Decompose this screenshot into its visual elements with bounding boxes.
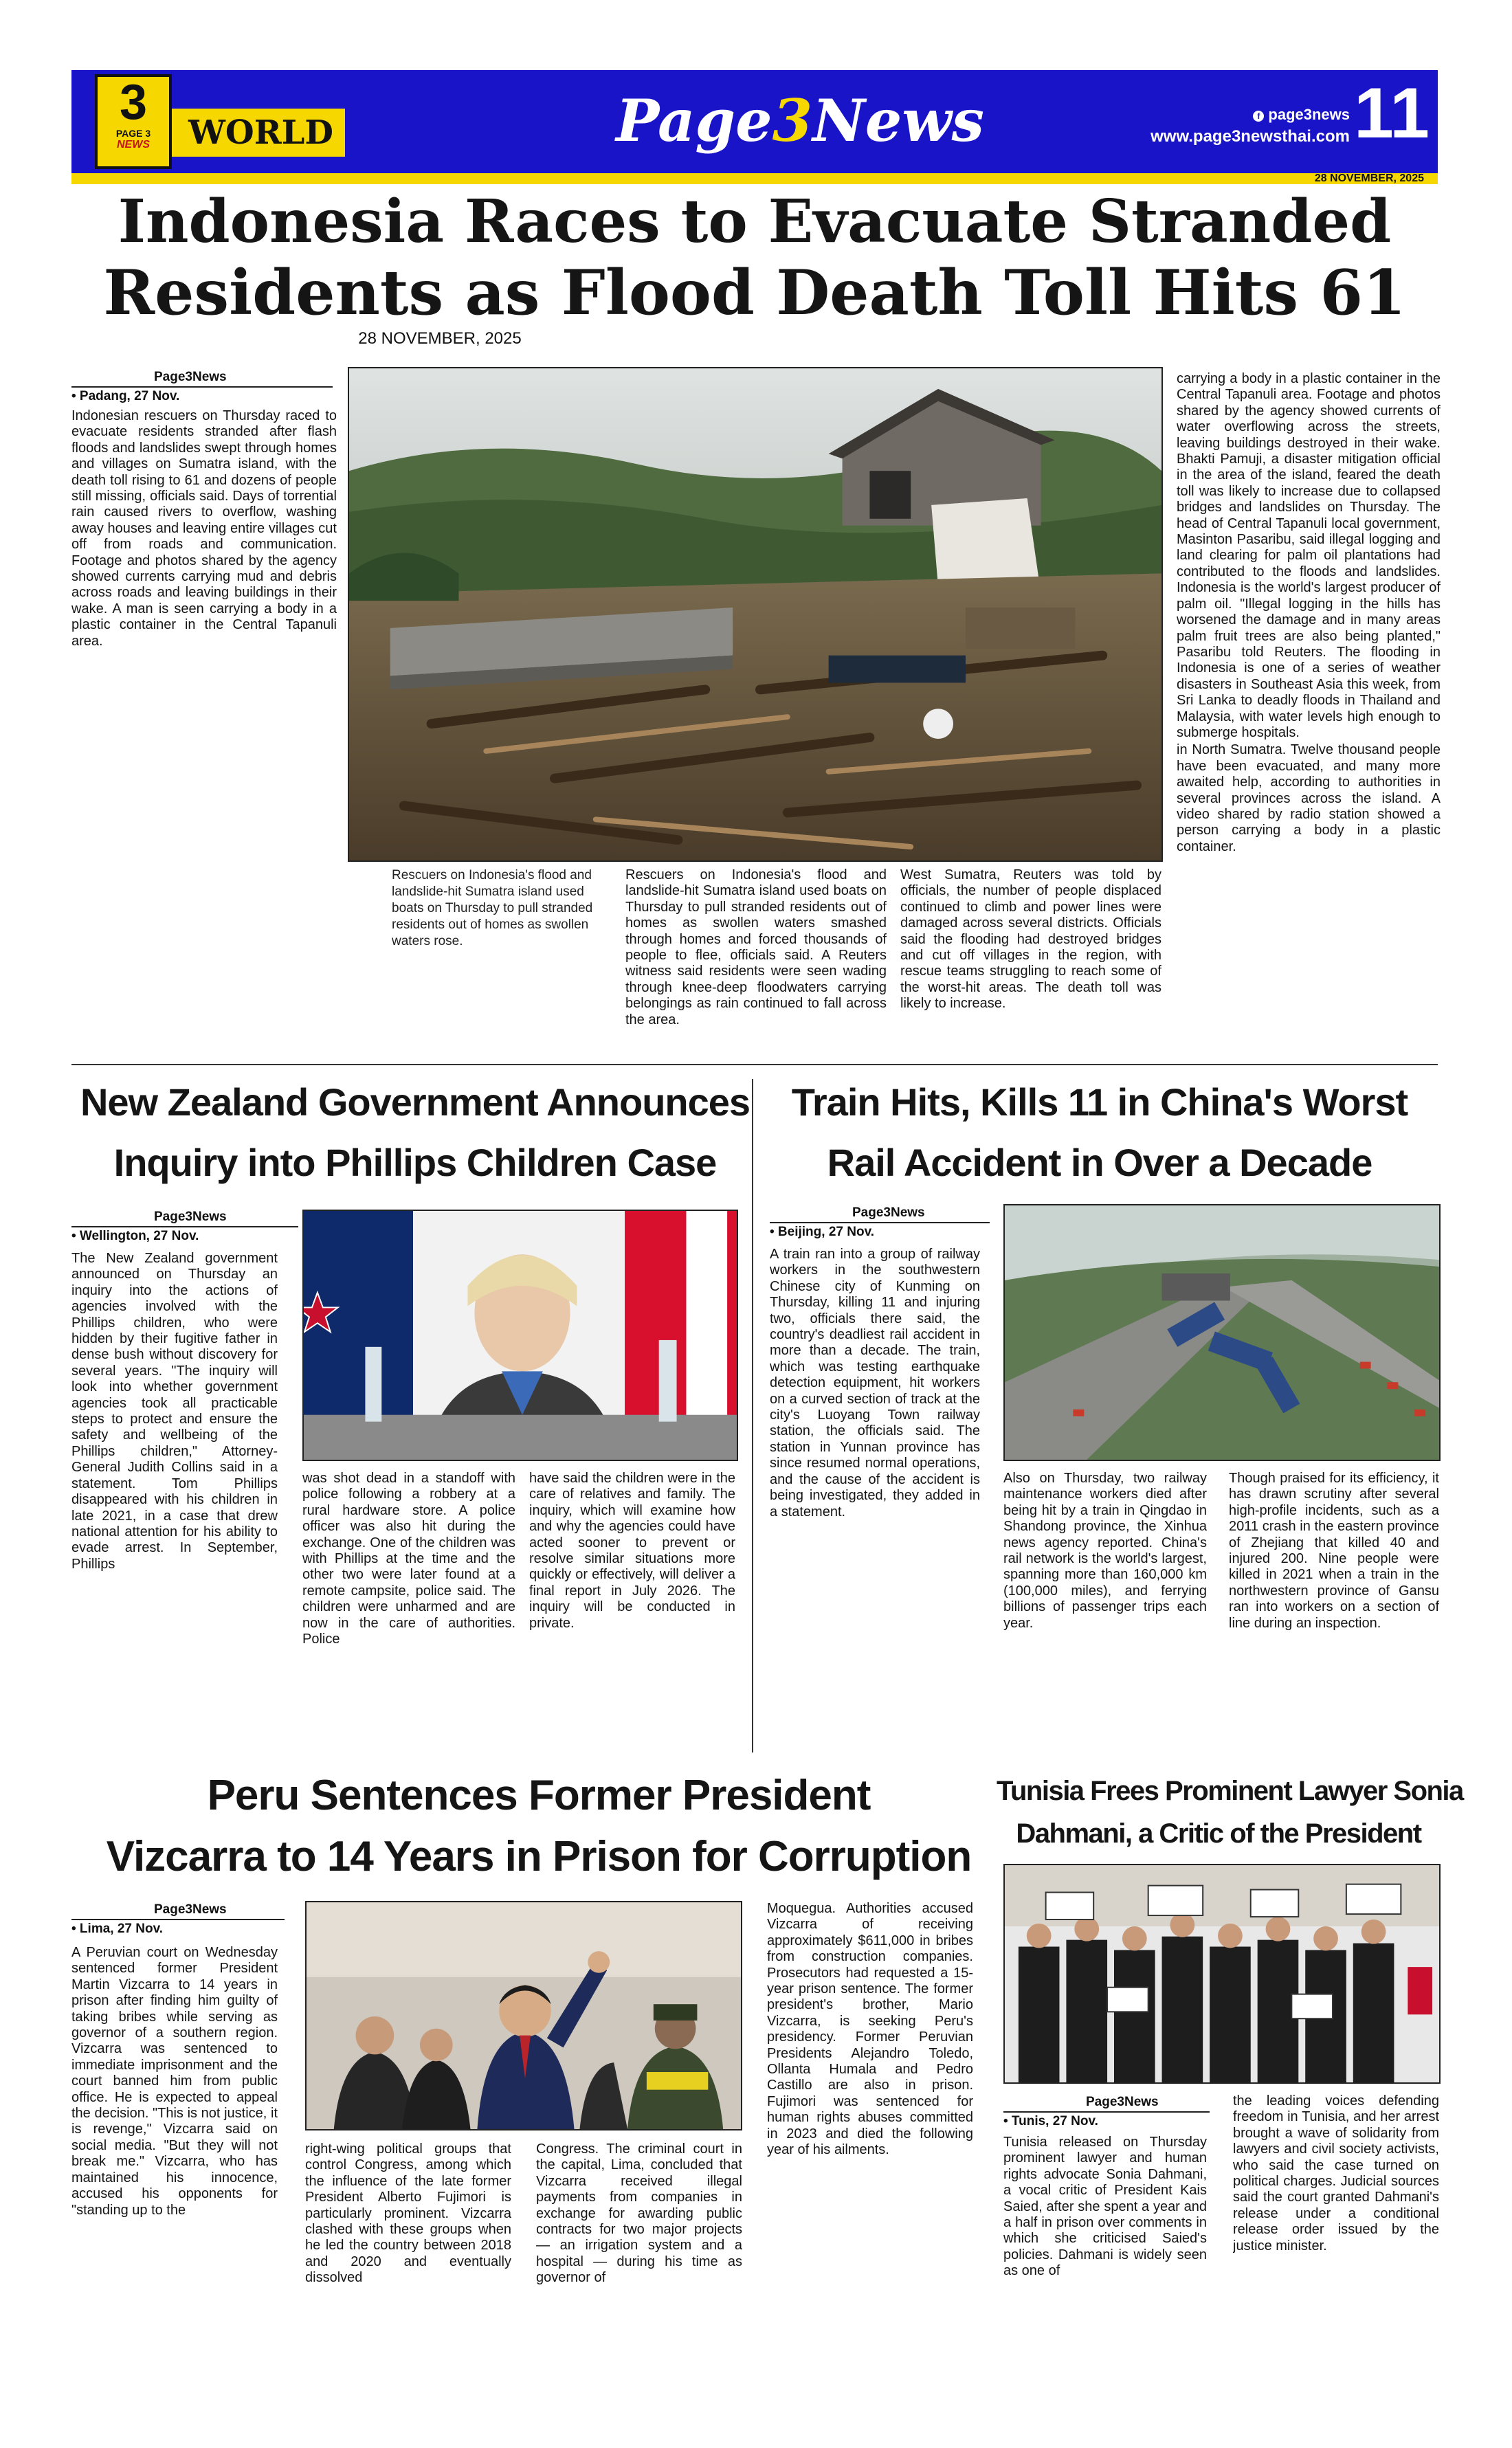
nz-byline: Page3News • Wellington, 27 Nov. [71, 1208, 298, 1245]
press-conference-image [304, 1211, 737, 1460]
indonesia-column-3: West Sumatra, Reuters was told by officials, the number of people displaced continued to climb and power lines were damaged across several districts. Officials said the flooding had destroyed bridges and cut off villages in the region, with rescue teams struggling to reach some of the worst-hit areas. The death toll was likely to increase. [900, 867, 1161, 1012]
peru-headline-line2: Vizcarra to 14 Years in Prison for Corruption [106, 1833, 972, 1880]
byline-source: Page3News [71, 368, 333, 388]
section-label: WORLD [172, 109, 345, 157]
logo-label: PAGE 3 [115, 128, 151, 139]
indonesia-headline-line2: Residents as Flood Death Toll Hits 61 [103, 256, 1406, 329]
china-rail-photo [1003, 1204, 1441, 1461]
byline-location: • Padang, 27 Nov. [71, 389, 180, 403]
china-column-2: Also on Thursday, two railway maintenance workers died after being hit by a train in Qingdao in Shandong province, the Xinhua news agency reported. China's rail network is the world's largest, spanning more than 160,000 km (100,000 miles), and ferrying billions of passenger trips each year. [1003, 1471, 1207, 1631]
china-byline: Page3News • Beijing, 27 Nov. [770, 1204, 990, 1241]
peru-headline-line1: Peru Sentences Former President [207, 1772, 871, 1819]
former-president-image [307, 1902, 741, 2129]
page-number: 11 [1354, 74, 1430, 153]
masthead [71, 70, 1438, 173]
peru-byline: Page3News • Lima, 27 Nov. [71, 1901, 285, 1938]
indonesia-column-2: Rescuers on Indonesia's flood and landslide-hit Sumatra island used boats on Thursday to pull stranded residents out of homes as swollen waters smashed through homes and forced thousands of people to flee, officials said. A Reuters witness said residents were seen wading through knee-deep floodwaters carrying belongings as rain continued to fall across the area. [625, 867, 887, 1027]
peru-court-photo [305, 1901, 742, 2130]
facebook-icon: f [1253, 111, 1264, 122]
nz-headline-line2: Inquiry into Phillips Children Case [113, 1141, 717, 1184]
indonesia-caption: Rescuers on Indonesia's flood and landslide-hit Sumatra island used boats on Thursday to pull stranded residents out of homes as swollen waters rose. [392, 868, 593, 948]
tunisia-protest-photo [1003, 1864, 1441, 2084]
peru-column-2: right-wing political groups that control Congress, among which the influence of the late former President Alberto Fujimori is particularly prominent. Vizcarra clashed with these groups when he led the country between 2018 and 2020 and eventually dissolved [305, 2141, 511, 2286]
date-strip [71, 173, 1438, 184]
peru-column-4: Moquegua. Authorities accused Vizcarra of receiving approximately $611,000 in bribes from construction companies. Prosecutors had requested a 15-year prison sentence. The former president's brother, Mario Vizcarra, is seeking Peru's presidency. Former Peruvian Presidents Alejandro Toledo, Ollanta Humala and Pedro Castillo are also in prison. Fujimori was sentenced for human rights abuses committed in 2023 and died the following year of his ailments. [767, 1901, 973, 2158]
brand-suffix: News [812, 87, 984, 155]
indonesia-column-5: carrying a body in a plastic container in the Central Tapanuli area. Footage and photos shared by the agency showed currents of water overflowing across the streets, leaving buildings destroyed in their wake. Bhakti Pamuji, a disaster mitigation official in the area of the island, feared the death toll was likely to increase due to collapsed bridges and landslides on Thursday. The head of Central Tapanuli local government, Masinton Pasaribu, said illegal logging and land clearing for palm oil plantations had contributed to the floods and landslides. Indonesia is the world's largest producer of palm oil. "Illegal logging in the hills has worsened the damage and in many areas palm fruit trees are also being planted," Pasaribu told Reuters. The flooding in Indonesia is one of a series of weather disasters in Southeast Asia this week, from Sri Lanka to deadly floods in Thailand and Malaysia, with water levels high enough to submerge hospitals. in North Sumatra. Twelve thousand people have been evacuated, and many more awaited help, according to authorities in several provinces across the island. A video shared by radio station showed a person carrying a body in a plastic container. [1177, 371, 1441, 854]
social-handle: f page3news [1144, 104, 1350, 125]
tunisia-column-1: Tunisia released on Thursday prominent lawyer and human rights advocate Sonia Dahmani, a vocal critic of President Kais Saied, after she spent a year and a half in prison over comments in which she criticised Saied's policies. Dahmani is widely seen as one of [1003, 2135, 1207, 2279]
indonesia-byline [71, 368, 333, 405]
indonesia-column-1: Indonesian rescuers on Thursday raced to evacuate residents stranded after flash floods and landslides swept through homes and villages on Sumatra island, with the death toll rising to 61 and dozens of people still missing, officials said. Days of torrential rain caused rivers to overflow, washing away houses and leaving entire villages cut off from roads and communication. Footage and photos shared by the agency showed currents carrying mud and debris across roads and leaving buildings in their wake. A man is seen carrying a body in a plastic container in the Central Tapanuli area. [71, 408, 337, 649]
column-divider [752, 1079, 753, 1752]
nz-headline-line1: New Zealand Government Announces [80, 1080, 751, 1124]
brand-number: 3 [772, 87, 813, 155]
brand-prefix: Page [616, 87, 772, 155]
peru-column-3: Congress. The criminal court in the capital, Lima, concluded that Vizcarra received illegal payments from companies in exchange for awarding public contracts for two major projects — an irrigation system and a hospital — during his time as governor of [536, 2141, 742, 2286]
tunisia-headline-line1: Tunisia Frees Prominent Lawyer Sonia [997, 1776, 1463, 1806]
section-divider [71, 1064, 1438, 1065]
logo-number: 3 [119, 75, 148, 130]
indonesia-flood-photo [348, 367, 1163, 862]
site-info [1144, 104, 1350, 148]
tunisia-headline-line2: Dahmani, a Critic of the President [1016, 1818, 1421, 1849]
website-url: www.page3newsthai.com [1150, 127, 1350, 146]
page3news-logo [95, 74, 172, 169]
tunisia-column-2: the leading voices defending freedom in Tunisia, and her arrest brought a wave of solidarity from lawyers and civil society activists, who said the case turned on political charges. Judicial sources said the court granted Dahmani's release under a conditional release order issued by the justice minister. [1233, 2093, 1439, 2254]
china-column-3: Though praised for its efficiency, it has drawn scrutiny after several high-profile incidents, such as a 2011 crash in the eastern province of Zhejiang that killed 40 and injured 200. Nine people were killed in 2021 when a train in the northwestern province of Gansu ran into workers on a section of line during an inspection. [1229, 1471, 1439, 1631]
tunisia-byline: Page3News • Tunis, 27 Nov. [1003, 2093, 1210, 2130]
china-headline-line1: Train Hits, Kills 11 in China's Worst [791, 1080, 1408, 1124]
indonesia-date: 28 NOVEMBER, 2025 [358, 329, 522, 348]
nz-column-1: The New Zealand government announced on Thursday an inquiry into the actions of agencies involved with the Phillips children, who were hidden by their fugitive father in dense bush without discovery for several years. "The inquiry will look into whether government agencies took all practicable steps to protect and ensure the safety and wellbeing of the Phillips children," Attorney-General Judith Collins said in a statement. Tom Phillips disappeared with his children in late 2021, in a case that drew national attention for his ability to evade arrest. In September, Phillips [71, 1251, 278, 1572]
indonesia-headline-line1: Indonesia Races to Evacuate Stranded [118, 187, 1392, 256]
china-headline-line2: Rail Accident in Over a Decade [827, 1141, 1372, 1184]
peru-column-1: A Peruvian court on Wednesday sentenced former President Martin Vizcarra to 14 years in prison after finding him guilty of taking bribes while serving as governor of a southern region. Vizcarra was sentenced to immediate imprisonment and the court banned him from public office. He is expected to appeal the decision. "This is not justice, it is revenge," Vizcarra said on social media. "But they will not break me." Vizcarra, who has maintained his innocence, accused his opponents for "standing up to the [71, 1945, 278, 2218]
masthead-date: 28 NOVEMBER, 2025 [1314, 173, 1424, 184]
lawyers-protest-image [1005, 1865, 1439, 2082]
nz-column-3: have said the children were in the care of relatives and family. The inquiry, which will examine how and why the agencies could have acted sooner to prevent or resolve similar situations more quickly or effectively, will deliver a final report in July 2026. The inquiry will be conducted in private. [529, 1471, 735, 1631]
logo-sub: NEWS [117, 139, 150, 151]
nz-press-photo [302, 1210, 738, 1461]
flood-scene-image [349, 368, 1161, 860]
china-column-1: A train ran into a group of railway workers in the southwestern Chinese city of Kunming on Thursday, killing 11 and injuring two, officials there said, the country's deadliest rail accident in more than a decade. The train, which was testing earthquake detection equipment, hit workers on a curved section of track at the city's Luoyang Town railway station, the officials said. The station in Yunnan province has since resumed normal operations, and the cause of the accident is being investigated, they added in a statement. [770, 1247, 980, 1520]
brand-title [608, 80, 992, 162]
nz-column-2: was shot dead in a standoff with police following a robbery at a rural hardware store. A police officer was also hit during the exchange. One of the children was with Phillips at the time and the other two were later found at a remote campsite, police said. The children were unharmed and are now in the care of authorities. Police [302, 1471, 515, 1647]
rail-accident-image [1005, 1205, 1439, 1460]
